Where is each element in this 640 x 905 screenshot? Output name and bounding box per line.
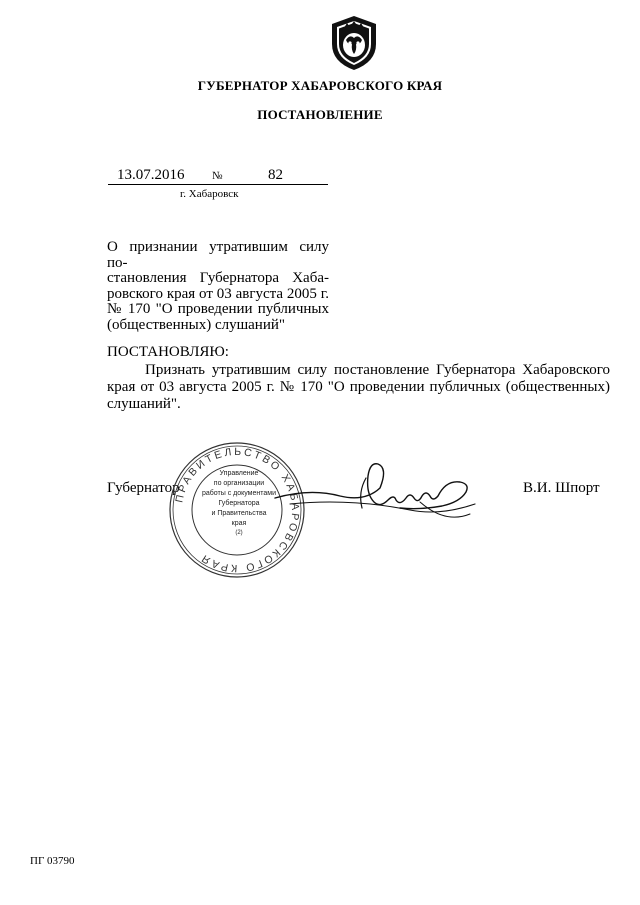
svg-text:ПРАВИТЕЛЬСТВО ХАБАРОВСКОГО КРА: ПРАВИТЕЛЬСТВО ХАБАРОВСКОГО КРАЯ (173, 445, 302, 575)
document-title (107, 240, 329, 333)
stamp-center-line: Губернатора (218, 500, 260, 507)
document-type-heading: ПОСТАНОВЛЕНИЕ (257, 107, 383, 122)
requisites-underline (108, 184, 328, 185)
handwritten-signature (270, 458, 480, 528)
authority-heading: ГУБЕРНАТОР ХАБАРОВСКОГО КРАЯ (197, 78, 443, 93)
body-line: Признать утратившим силу постановление Губернатора Хабаровского (145, 362, 610, 378)
decree-body (107, 362, 610, 413)
title-line: О признании утратившим силу по- (107, 239, 329, 271)
stamp-center-line: работы с документами (201, 490, 277, 497)
document-number: 82 (268, 167, 283, 183)
coat-of-arms-emblem (326, 14, 382, 72)
body-line: слушаний". (107, 396, 181, 412)
signatory-position: Губернатор (107, 480, 180, 496)
stamp-center-line: края (231, 520, 247, 527)
stamp-center-line: (2) (235, 530, 243, 536)
stamp-center-line: по организации (213, 480, 265, 487)
title-line: № 170 "О проведении публичных (107, 301, 329, 317)
stamp-center-line: Управление (219, 470, 259, 477)
title-line: становления Губернатора Хаба- (107, 270, 329, 286)
title-line: ровского края от 03 августа 2005 г. (107, 285, 329, 302)
body-line: края от 03 августа 2005 г. № 170 "О проведении публичных (общественных) (107, 379, 610, 395)
signatory-name: В.И. Шпорт (523, 480, 600, 496)
document-code: ПГ 03790 (30, 855, 75, 867)
decree-word: ПОСТАНОВЛЯЮ: (107, 344, 229, 360)
document-city: г. Хабаровск (180, 188, 239, 200)
number-sign: № (212, 170, 223, 182)
document-date: 13.07.2016 (117, 167, 185, 183)
stamp-center-line: и Правительства (211, 510, 267, 517)
title-line: (общественных) слушаний" (107, 316, 286, 333)
